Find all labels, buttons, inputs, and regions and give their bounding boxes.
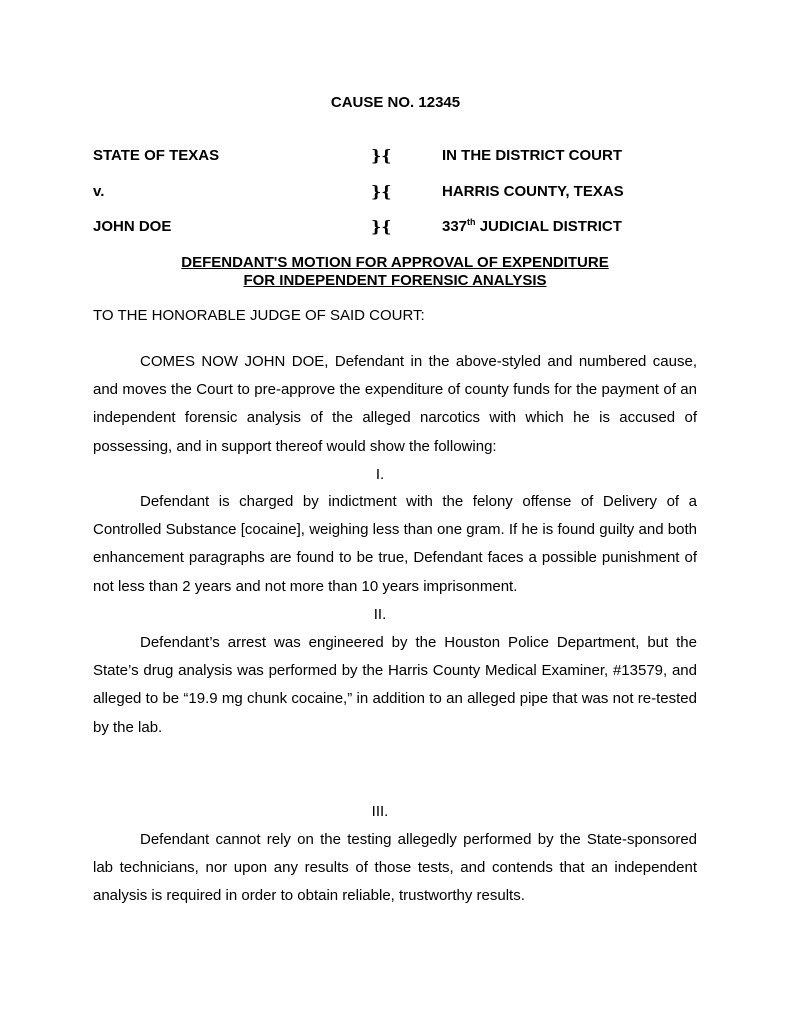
section-numeral: I.	[375, 466, 385, 483]
section-numeral: III.	[371, 803, 389, 820]
caption-separator: }{	[371, 217, 392, 236]
motion-title-line: FOR INDEPENDENT FORENSIC ANALYSIS	[243, 272, 547, 289]
caption-plaintiff: STATE OF TEXAS	[93, 147, 220, 164]
motion-title	[93, 254, 697, 290]
section-paragraph: Defendant is charged by indictment with the felony offense of Delivery of a Controlled Substance [cocaine], weighing less than one gram. If he is found guilty and both enhancement paragraphs are found to be true, Defendant faces a possible punishment of not less than 2 years and not more than 10 years imprisonment.	[93, 493, 697, 595]
section-paragraph: Defendant’s arrest was engineered by the Houston Police Department, but the State’s drug analysis was performed by the Harris County Medical Examiner, #13579, and alleged to be “19.9 mg chunk cocaine,” in addition to an alleged pipe that was not re-tested by the lab.	[93, 634, 697, 736]
motion-title-line: DEFENDANT'S MOTION FOR APPROVAL OF EXPENDITURE	[181, 254, 609, 271]
intro-paragraph: COMES NOW JOHN DOE, Defendant in the above-styled and numbered cause, and moves the Court to pre-approve the expenditure of county funds for the payment of an independent forensic analysis of the alleged narcotics with which he is accused of possessing, and in support thereof would show the following:	[93, 353, 697, 455]
caption-versus: v.	[93, 183, 105, 200]
caption-separator: }{	[371, 182, 392, 201]
caption-separator: }{	[371, 146, 392, 165]
caption-defendant: JOHN DOE	[93, 218, 172, 235]
caption-county: HARRIS COUNTY, TEXAS	[442, 183, 624, 200]
salutation: TO THE HONORABLE JUDGE OF SAID COURT:	[93, 307, 425, 324]
cause-number: CAUSE NO. 12345	[330, 94, 461, 111]
section-numeral: II.	[373, 606, 387, 623]
section-paragraph: Defendant cannot rely on the testing allegedly performed by the State-sponsored lab technicians, nor upon any results of those tests, and contends that an independent analysis is required in order to obtain reliable, trustworthy results.	[93, 831, 697, 905]
caption-district: 337th JUDICIAL DISTRICT	[442, 217, 622, 235]
caption-court: IN THE DISTRICT COURT	[442, 147, 622, 164]
